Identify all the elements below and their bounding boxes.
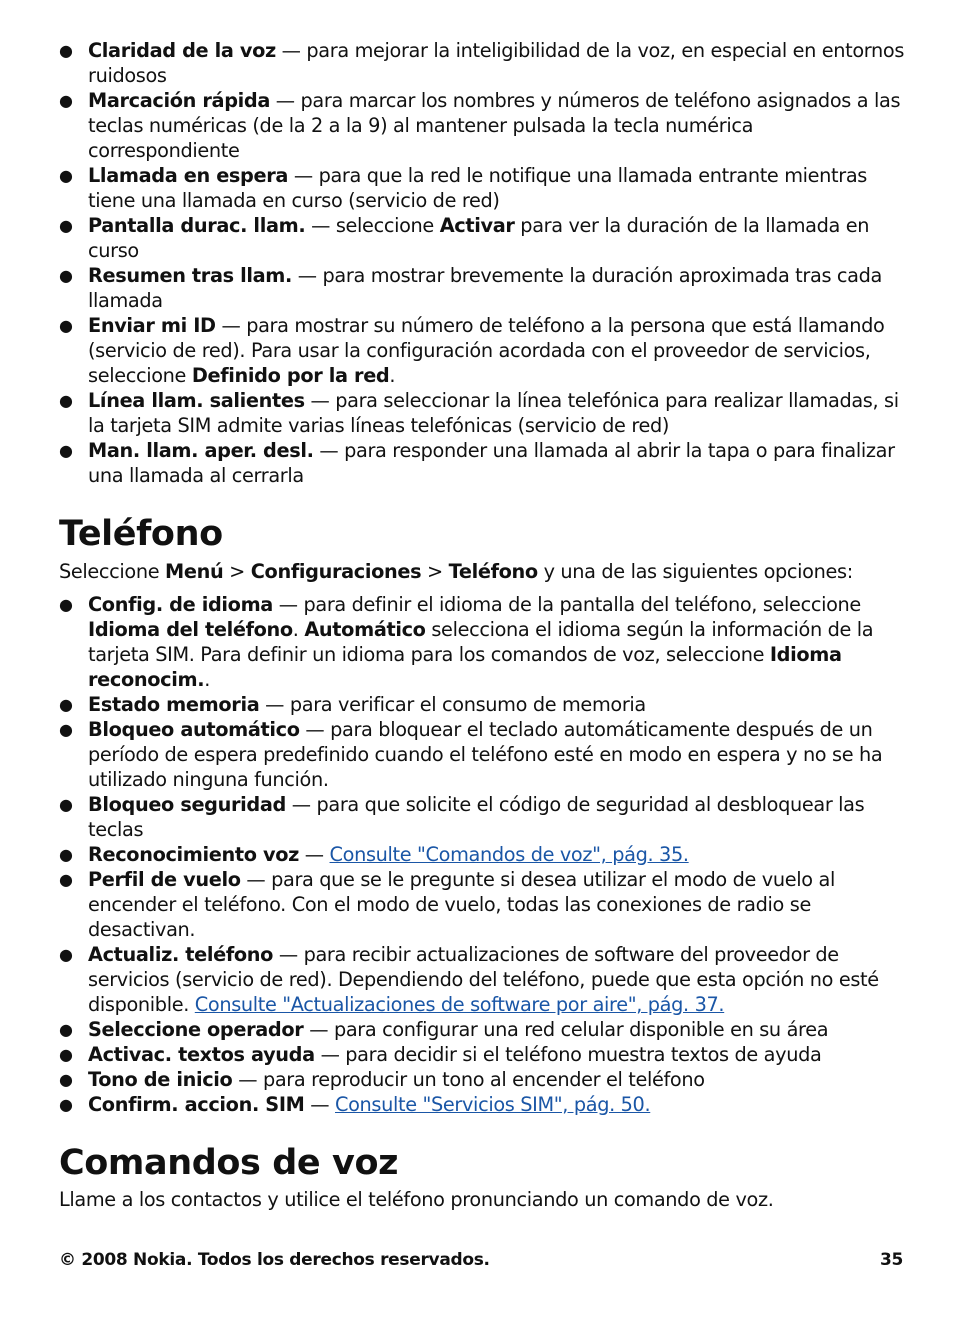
option-term: Tono de inicio (88, 1068, 233, 1091)
option-term: Estado memoria (88, 693, 260, 716)
option-description: para marcar los nombres y números de teléfono asignados a las teclas numéricas (de la 2 a la 9) al mantener pulsada la tecla numérica correspondiente (88, 89, 901, 162)
option-term: Bloqueo automático (88, 718, 300, 741)
option-description: para responder una llamada al abrir la tapa o para finalizar una llamada al cerrarla (88, 439, 895, 487)
list-item: ● Activac. textos ayuda — para decidir si el teléfono muestra textos de ayuda (59, 1042, 907, 1067)
list-item: ● Resumen tras llam. — para mostrar brevemente la duración aproximada tras cada llamada (59, 263, 907, 313)
page-content (59, 38, 907, 1212)
list-item: ● Actualiz. teléfono — para recibir actualizaciones de software del proveedor de servicios (servicio de red). Dependiendo del teléfono, puede que esta opción no esté disponible. Consulte "Actualizaciones de software por aire", pág. 37. (59, 942, 907, 1017)
option-term: Pantalla durac. llam. (88, 214, 306, 237)
option-term: Llamada en espera (88, 164, 289, 187)
option-term: Actualiz. teléfono (88, 943, 274, 966)
option-description: para mejorar la inteligibilidad de la voz, en especial en entornos ruidosos (88, 39, 905, 87)
list-item: ● Bloqueo seguridad — para que solicite el código de seguridad al desbloquear las teclas (59, 792, 907, 842)
option-description: para mostrar brevemente la duración aproximada tras cada llamada (88, 264, 882, 312)
list-item: ● Estado memoria — para verificar el consumo de memoria (59, 692, 907, 717)
option-term: Config. de idioma (88, 593, 273, 616)
cross-reference-link[interactable]: Consulte "Actualizaciones de software por aire", pág. 37. (194, 993, 725, 1016)
list-item: ● Llamada en espera — para que la red le notifique una llamada entrante mientras tiene una llamada en curso (servicio de red) (59, 163, 907, 213)
list-item: ● Marcación rápida — para marcar los nombres y números de teléfono asignados a las teclas numéricas (de la 2 a la 9) al mantener pulsada la tecla numérica correspondiente (59, 88, 907, 163)
option-term: Activac. textos ayuda (88, 1043, 315, 1066)
call-settings-list (59, 38, 907, 488)
cross-reference-link[interactable]: Consulte "Comandos de voz", pág. 35. (329, 843, 689, 866)
list-item: ● Perfil de vuelo — para que se le pregunte si desea utilizar el modo de vuelo al encender el teléfono. Con el modo de vuelo, todas las conexiones de radio se desactivan. (59, 867, 907, 942)
list-item: ● Tono de inicio — para reproducir un tono al encender el teléfono (59, 1067, 907, 1092)
option-description: para reproducir un tono al encender el teléfono (262, 1068, 705, 1091)
cross-reference-link[interactable]: Consulte "Servicios SIM", pág. 50. (335, 1093, 651, 1116)
option-description: para bloquear el teclado automáticamente después de un período de espera predefinido cuando el teléfono esté en modo en espera y no se ha utilizado ninguna función. (88, 718, 883, 791)
option-term: Enviar mi ID (88, 314, 216, 337)
option-description: para que solicite el código de seguridad al desbloquear las teclas (88, 793, 865, 841)
option-term: Reconocimiento voz (88, 843, 300, 866)
option-description: para seleccionar la línea telefónica para realizar llamadas, si la tarjeta SIM admite varias líneas telefónicas (servicio de red) (88, 389, 899, 437)
option-description: para recibir actualizaciones de software del proveedor de servicios (servicio de red). Dependiendo del teléfono, puede que esta opción no esté disponible. (88, 943, 879, 1016)
option-term: Resumen tras llam. (88, 264, 293, 287)
option-description: para configurar una red celular disponible en su área (333, 1018, 829, 1041)
option-term: Confirm. accion. SIM (88, 1093, 305, 1116)
list-item: ● Línea llam. salientes — para seleccionar la línea telefónica para realizar llamadas, si la tarjeta SIM admite varias líneas telefónicas (servicio de red) (59, 388, 907, 438)
list-item: ● Seleccione operador — para configurar una red celular disponible en su área (59, 1017, 907, 1042)
page-footer (59, 1250, 903, 1270)
option-term: Seleccione operador (88, 1018, 304, 1041)
phone-settings-list (59, 592, 907, 1117)
section-heading-telefono: Teléfono (59, 514, 223, 554)
list-item: ● Bloqueo automático — para bloquear el teclado automáticamente después de un período de espera predefinido cuando el teléfono esté en modo en espera y no se ha utilizado ninguna función. (59, 717, 907, 792)
option-term: Bloqueo seguridad (88, 793, 286, 816)
option-term: Man. llam. aper. desl. (88, 439, 314, 462)
option-description: para que la red le notifique una llamada entrante mientras tiene una llamada en curso (servicio de red) (88, 164, 867, 212)
list-item: ● Claridad de la voz — para mejorar la inteligibilidad de la voz, en especial en entornos ruidosos (59, 38, 907, 88)
comandos-intro: Llame a los contactos y utilice el teléfono pronunciando un comando de voz. (59, 1188, 774, 1211)
option-description: para decidir si el teléfono muestra textos de ayuda (345, 1043, 822, 1066)
list-item: ● Enviar mi ID — para mostrar su número de teléfono a la persona que está llamando (servicio de red). Para usar la configuración acordada con el proveedor de servicios, seleccione Definido por la red. (59, 313, 907, 388)
option-term: Marcación rápida (88, 89, 271, 112)
list-item: ● Man. llam. aper. desl. — para responder una llamada al abrir la tapa o para finalizar una llamada al cerrarla (59, 438, 907, 488)
option-term: Línea llam. salientes (88, 389, 305, 412)
telefono-intro: Seleccione Menú > Configuraciones > Teléfono y una de las siguientes opciones: (59, 560, 853, 583)
option-term: Claridad de la voz (88, 39, 276, 62)
list-item: ● Confirm. accion. SIM — Consulte "Servicios SIM", pág. 50. (59, 1092, 907, 1117)
copyright-notice: © 2008 Nokia. Todos los derechos reservados. (59, 1250, 490, 1270)
list-item: ● Reconocimiento voz — Consulte "Comandos de voz", pág. 35. (59, 842, 907, 867)
section-heading-comandos: Comandos de voz (59, 1143, 399, 1183)
page-number: 35 (879, 1250, 903, 1270)
option-description: para verificar el consumo de memoria (289, 693, 646, 716)
option-term: Perfil de vuelo (88, 868, 241, 891)
list-item: ● Pantalla durac. llam. — seleccione Activar para ver la duración de la llamada en curso (59, 213, 907, 263)
list-item: ● Config. de idioma — para definir el idioma de la pantalla del teléfono, seleccione Idioma del teléfono. Automático selecciona el idioma según la información de la tarjeta SIM. Para definir un idioma para los comandos de voz, seleccione Idioma reconocim.. (59, 592, 907, 692)
option-description: para que se le pregunte si desea utilizar el modo de vuelo al encender el teléfono. Con el modo de vuelo, todas las conexiones de radio se desactivan. (88, 868, 835, 941)
